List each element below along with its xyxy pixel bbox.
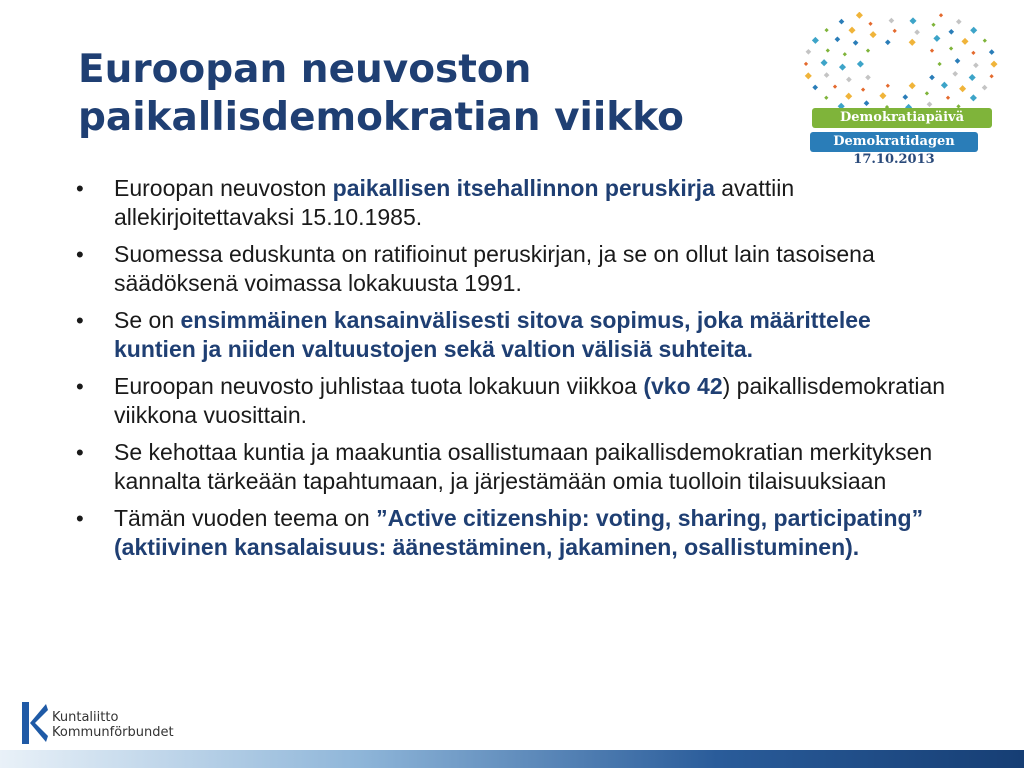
bullet-bold-text: paikallisen itsehallinnon peruskirja [332,175,715,201]
bullet-item [76,174,956,232]
mosaic-tile [939,13,943,17]
mosaic-tile [989,49,995,55]
bullet-dot-icon: • [76,440,84,465]
mosaic-tile [948,29,954,35]
mosaic-tile [969,74,976,81]
mosaic-tile [929,75,935,81]
mosaic-tile [933,35,940,42]
kuntaliitto-logo [16,702,216,746]
bullet-text: ) paikallisdemokratian viikkona vuosittain. [114,373,946,428]
banner-finnish: Demokratiapäivä [812,108,992,128]
mosaic-tile [835,36,841,42]
footer-line-2: Kommunförbundet [52,725,174,740]
mosaic-tile [914,29,920,35]
mosaic-tile [879,92,886,99]
mosaic-tile [846,77,852,83]
mosaic-tile [868,22,872,26]
mosaic-tile [941,82,948,89]
mosaic-tile [989,74,993,78]
kuntaliitto-mark-icon [22,702,48,744]
footer-line-1: Kuntaliitto [52,710,119,725]
mosaic-tile [909,39,916,46]
mosaic-tile [857,60,864,67]
bullet-item [76,438,956,496]
mosaic-tile [909,82,916,89]
mosaic-tile [839,19,845,25]
mosaic-tile [955,58,961,64]
mosaic-tile [824,72,830,78]
mosaic-tile [902,94,908,100]
mosaic-tile [833,84,837,88]
bullet-item [76,372,956,430]
mosaic-tile [949,46,953,50]
mosaic-tile [886,84,890,88]
mosaic-tile [845,93,852,100]
mosaic-tile [982,85,988,91]
bullet-text: Se on [114,307,181,333]
bullet-item [76,504,956,562]
bullet-text: Euroopan neuvoston [114,175,333,201]
bullet-bold-text: ensimmäinen kansainvälisesti sitova sopimus, joka määrittelee kuntien ja niiden valtuustojen sekä valtion välisiä suhteita. [114,307,871,362]
mosaic-tile [812,85,818,91]
mosaic-tile [937,62,941,66]
mosaic-tile [925,91,929,95]
mosaic-tile [824,96,828,100]
mosaic-tile [806,49,812,55]
mosaic-tile [927,101,933,107]
mosaic-tile [983,38,987,42]
bullet-dot-icon: • [76,308,84,333]
mosaic-tile [990,61,997,68]
mosaic-tile [812,37,819,44]
mosaic-tile [848,27,855,34]
mosaic-tile [821,59,828,66]
bullet-bold-text: ”Active citizenship: voting, sharing, participating” (aktiivinen kansalaisuus: äänestäminen, jakaminen, osallistuminen). [114,505,924,560]
mosaic-tile [971,51,975,55]
mosaic-tile [885,39,891,45]
mosaic-tile [866,48,870,52]
mosaic-tile [865,75,871,81]
mosaic-pattern-icon [800,12,1000,122]
mosaic-tile [804,62,808,66]
mosaic-tile [861,87,865,91]
mosaic-tile [856,12,863,19]
mosaic-tile [870,31,877,38]
logo-date: 17.10.2013 [853,152,935,167]
mosaic-tile [961,38,968,45]
mosaic-tile [889,18,895,24]
mosaic-tile [930,48,934,52]
mosaic-tile [952,71,958,77]
mosaic-tile [946,96,950,100]
mosaic-tile [893,29,897,33]
bullet-dot-icon: • [76,374,84,399]
banner-swedish: Demokratidagen [810,132,978,152]
democracy-day-logo [800,12,1000,172]
bullet-list [76,174,956,570]
bullet-text: Suomessa eduskunta on ratifioinut peruskirjan, ja se on ollut lain tasoisena säädöksenä voimassa lokakuusta 1991. [114,241,875,296]
mosaic-tile [805,72,812,79]
bullet-dot-icon: • [76,506,84,531]
bullet-dot-icon: • [76,242,84,267]
mosaic-tile [909,17,916,24]
mosaic-tile [931,23,935,27]
mosaic-tile [973,62,979,68]
bullet-item [76,240,956,298]
bullet-text: Se kehottaa kuntia ja maakuntia osallistumaan paikallisdemokratian merkityksen kannalta tärkeään tapahtumaan, ja järjestämään omia tuolloin tilaisuuksiaan [114,439,933,494]
bullet-bold-text: (vko 42 [643,373,723,399]
mosaic-tile [959,85,966,92]
bullet-dot-icon: • [76,176,84,201]
bullet-text: Euroopan neuvosto juhlistaa tuota lokakuun viikkoa [114,373,644,399]
mosaic-tile [824,28,828,32]
bullet-text: avattiin allekirjoitettavaksi 15.10.1985. [114,175,795,230]
slide-title: Euroopan neuvoston paikallisdemokratian viikko [78,47,684,140]
mosaic-tile [826,48,830,52]
mosaic-tile [839,64,846,71]
mosaic-tile [970,94,977,101]
mosaic-tile [853,40,859,46]
mosaic-tile [970,27,977,34]
bullet-item [76,306,956,364]
bottom-gradient-bar [0,750,1024,768]
mosaic-tile [956,19,962,25]
mosaic-tile [864,100,870,106]
mosaic-tile [843,52,847,56]
bullet-text: Tämän vuoden teema on [114,505,377,531]
footer-text [52,710,174,740]
